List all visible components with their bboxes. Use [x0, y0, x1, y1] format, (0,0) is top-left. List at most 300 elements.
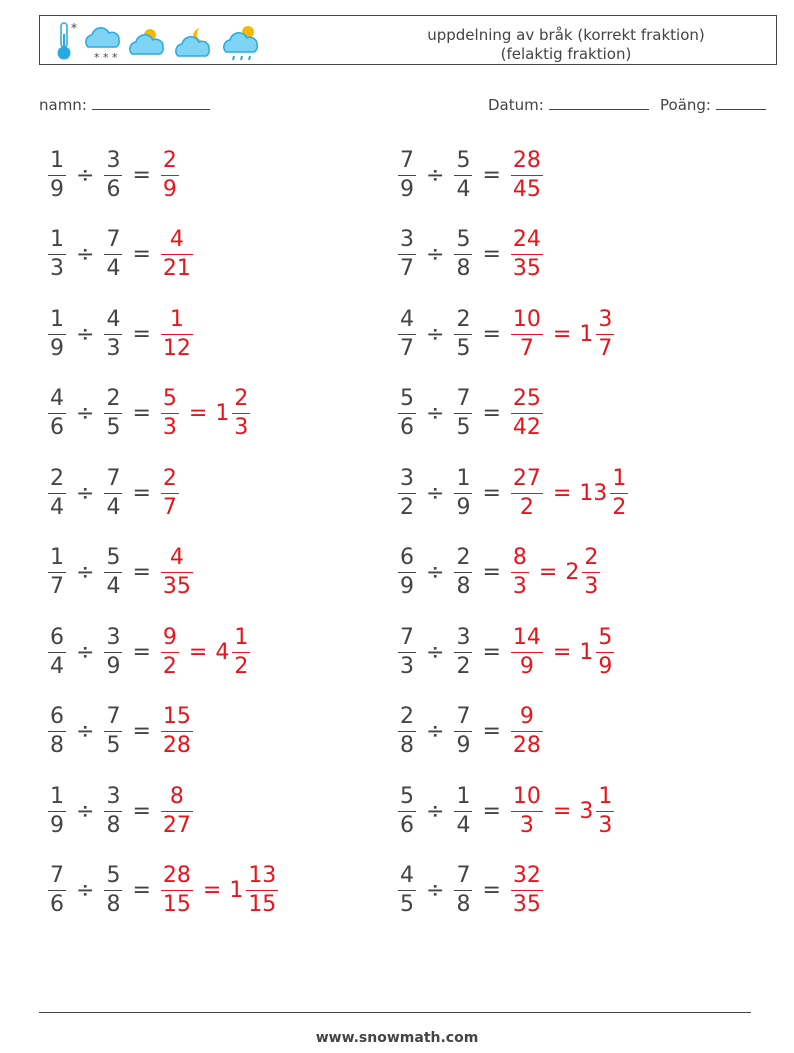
equals-sign: =: [552, 639, 572, 665]
equals-sign: =: [482, 639, 501, 665]
dividend-fraction: [48, 147, 66, 204]
denominator: 4: [456, 812, 471, 838]
answer: [509, 147, 545, 204]
divisor-fraction: [454, 306, 472, 363]
denominator: 2: [519, 494, 534, 520]
numerator: 25: [512, 386, 541, 411]
mixed-whole: 4: [215, 639, 230, 665]
denominator: 42: [512, 415, 541, 440]
title-line-1: uppdelning av bråk (korrekt fraktion): [427, 26, 705, 44]
thermometer-icon: [58, 21, 77, 59]
equals-sign: =: [482, 480, 501, 506]
numerator: 5: [400, 386, 414, 411]
mixed-fraction: [246, 862, 278, 919]
denominator: 8: [50, 733, 64, 758]
divide-sign: ÷: [426, 639, 445, 665]
problem-row: [396, 776, 616, 846]
equals-sign: =: [552, 321, 572, 347]
numerator: 7: [400, 624, 414, 650]
answer-fraction: [161, 544, 193, 601]
problem-row: [46, 140, 181, 210]
problem-row: [46, 299, 195, 369]
divisor-fraction: [104, 385, 122, 442]
denominator: 4: [50, 653, 64, 679]
divisor-fraction: [104, 226, 122, 283]
denominator: 35: [162, 574, 191, 599]
equals-sign: =: [482, 719, 501, 744]
dividend-fraction: [398, 465, 416, 522]
equals-sign: =: [552, 798, 572, 824]
denominator: 5: [456, 335, 471, 361]
dividend-fraction: [398, 624, 416, 681]
answer-fraction: [161, 624, 179, 681]
answer-fraction: [161, 783, 193, 840]
divide-sign: ÷: [426, 560, 445, 585]
problem-row: [46, 617, 252, 687]
dividend-fraction: [48, 385, 66, 442]
worksheet-title: [396, 26, 736, 64]
denominator: 3: [519, 812, 534, 838]
denominator: 6: [50, 415, 64, 440]
dividend-fraction: [48, 465, 66, 522]
equals-sign: =: [132, 719, 151, 744]
numerator: 28: [162, 863, 191, 888]
numerator: 4: [50, 386, 64, 411]
numerator: 13: [248, 863, 277, 888]
equals-sign: =: [132, 162, 151, 188]
problem-row: [46, 697, 195, 767]
svg-text:* * *: * * *: [94, 51, 118, 62]
equals-sign: =: [482, 401, 501, 426]
equals-sign: =: [132, 878, 151, 903]
answer: [159, 147, 181, 204]
mixed-fraction: [596, 624, 614, 681]
numerator: 27: [512, 465, 541, 491]
numerator: 3: [400, 465, 414, 491]
answer-fraction: [511, 783, 543, 840]
numerator: 2: [106, 386, 121, 411]
answer: [509, 862, 545, 919]
dividend-fraction: [398, 703, 416, 760]
footer-divider: [39, 1012, 751, 1013]
answer-fraction: [161, 226, 193, 283]
denominator: 45: [512, 176, 541, 202]
numerator: 5: [456, 227, 471, 252]
divide-sign: ÷: [76, 321, 95, 347]
numerator: 8: [169, 783, 184, 809]
dividend-fraction: [48, 703, 66, 760]
divisor-fraction: [454, 624, 472, 681]
night-cloud-icon: [176, 28, 209, 56]
problem-row: [396, 299, 616, 369]
numerator: 10: [512, 783, 541, 809]
numerator: 3: [456, 624, 471, 650]
score-field: [660, 95, 766, 114]
numerator: 2: [234, 386, 249, 411]
divisor-fraction: [454, 703, 472, 760]
divisor-fraction: [104, 147, 122, 204]
numerator: 1: [612, 465, 627, 491]
numerator: 9: [162, 624, 177, 650]
numerator: 5: [400, 783, 414, 809]
divide-sign: ÷: [76, 480, 95, 506]
date-field: [488, 95, 649, 114]
denominator: 7: [400, 335, 414, 361]
dividend-fraction: [398, 226, 416, 283]
numerator: 1: [598, 783, 613, 809]
answer-fraction: [511, 544, 529, 601]
denominator: 6: [400, 812, 414, 838]
numerator: 10: [512, 306, 541, 332]
dividend-fraction: [48, 862, 66, 919]
denominator: 9: [162, 176, 177, 202]
divide-sign: ÷: [426, 321, 445, 347]
numerator: 5: [456, 147, 471, 173]
numerator: 1: [456, 783, 471, 809]
divide-sign: ÷: [76, 401, 95, 426]
denominator: 2: [234, 653, 249, 679]
name-field: [39, 95, 210, 114]
divide-sign: ÷: [76, 798, 95, 824]
denominator: 4: [106, 494, 121, 520]
numerator: 5: [162, 386, 177, 411]
numerator: 28: [512, 147, 541, 173]
numerator: 7: [106, 704, 121, 729]
dividend-fraction: [398, 147, 416, 204]
numerator: 4: [169, 545, 184, 570]
denominator: 35: [512, 256, 541, 281]
denominator: 2: [456, 653, 471, 679]
divide-sign: ÷: [426, 480, 445, 506]
answer-fraction: [161, 147, 179, 204]
equals-sign: =: [552, 480, 572, 506]
answer-fraction: [161, 703, 193, 760]
divisor-fraction: [454, 226, 472, 283]
numerator: 1: [50, 545, 64, 570]
equals-sign: =: [202, 878, 222, 903]
numerator: 1: [169, 306, 184, 332]
divide-sign: ÷: [426, 162, 445, 188]
numerator: 5: [106, 863, 121, 888]
numerator: 3: [400, 227, 414, 252]
score-blank[interactable]: [716, 95, 766, 110]
numerator: 7: [456, 863, 471, 888]
mixed-whole: 1: [579, 321, 594, 347]
denominator: 7: [598, 335, 613, 361]
problem-row: [396, 617, 616, 687]
answer-fraction: [161, 465, 179, 522]
denominator: 28: [162, 733, 191, 758]
equals-sign: =: [188, 401, 208, 426]
divide-sign: ÷: [426, 719, 445, 744]
answer-fraction: [511, 862, 543, 919]
equals-sign: =: [132, 798, 151, 824]
divisor-fraction: [454, 385, 472, 442]
divisor-fraction: [104, 862, 122, 919]
numerator: 4: [400, 863, 414, 888]
divide-sign: ÷: [76, 639, 95, 665]
denominator: 3: [598, 812, 613, 838]
denominator: 4: [106, 574, 121, 599]
answer: [159, 226, 195, 283]
numerator: 3: [598, 306, 613, 332]
mixed-fraction: [596, 783, 614, 840]
numerator: 1: [50, 227, 64, 252]
problem-row: [396, 538, 602, 608]
denominator: 2: [612, 494, 627, 520]
equals-sign: =: [132, 480, 151, 506]
denominator: 5: [106, 415, 121, 440]
numerator: 9: [519, 704, 534, 729]
date-label: Datum:: [488, 96, 544, 114]
name-label: namn:: [39, 96, 87, 114]
denominator: 7: [162, 494, 177, 520]
numerator: 6: [400, 545, 414, 570]
denominator: 9: [50, 812, 64, 838]
answer-fraction: [161, 306, 193, 363]
answer: [509, 465, 630, 522]
denominator: 3: [512, 574, 527, 599]
denominator: 35: [512, 892, 541, 917]
denominator: 9: [456, 733, 471, 758]
dividend-fraction: [398, 385, 416, 442]
numerator: 2: [456, 306, 471, 332]
partly-sunny-icon: [130, 29, 163, 54]
numerator: 1: [50, 147, 64, 173]
dividend-fraction: [48, 783, 66, 840]
mixed-fraction: [232, 385, 250, 442]
numerator: 7: [50, 863, 64, 888]
answer: [509, 703, 545, 760]
problem-row: [46, 379, 252, 449]
mixed-fraction: [610, 465, 628, 522]
numerator: 6: [50, 704, 64, 729]
dividend-fraction: [48, 226, 66, 283]
numerator: 32: [512, 863, 541, 888]
divisor-fraction: [104, 783, 122, 840]
divide-sign: ÷: [426, 242, 445, 267]
mixed-whole: 2: [565, 560, 580, 585]
denominator: 5: [456, 415, 471, 440]
numerator: 2: [50, 465, 64, 491]
problem-row: [396, 379, 545, 449]
dividend-fraction: [398, 544, 416, 601]
answer: [509, 624, 616, 681]
denominator: 9: [400, 176, 414, 202]
problem-row: [46, 538, 195, 608]
answer: [159, 544, 195, 601]
answer-fraction: [511, 624, 543, 681]
mixed-fraction: [582, 544, 600, 601]
numerator: 2: [584, 545, 599, 570]
svg-text:*: *: [71, 21, 77, 35]
answer-fraction: [161, 862, 193, 919]
denominator: 15: [162, 892, 191, 917]
title-line-2: (felaktig fraktion): [500, 45, 632, 63]
denominator: 3: [106, 335, 121, 361]
problem-row: [46, 776, 195, 846]
denominator: 8: [400, 733, 414, 758]
divisor-fraction: [104, 465, 122, 522]
denominator: 3: [400, 653, 414, 679]
equals-sign: =: [482, 560, 501, 585]
numerator: 24: [512, 227, 541, 252]
answer: [509, 783, 616, 840]
divisor-fraction: [104, 544, 122, 601]
numerator: 6: [50, 624, 64, 650]
mixed-whole: 1: [579, 639, 594, 665]
divide-sign: ÷: [76, 162, 95, 188]
divisor-fraction: [454, 147, 472, 204]
equals-sign: =: [132, 321, 151, 347]
equals-sign: =: [538, 560, 558, 585]
denominator: 5: [106, 733, 121, 758]
mixed-whole: 1: [215, 401, 230, 426]
denominator: 8: [456, 256, 471, 281]
denominator: 4: [456, 176, 471, 202]
denominator: 2: [400, 494, 414, 520]
problem-row: [396, 140, 545, 210]
numerator: 15: [162, 704, 191, 729]
numerator: 4: [169, 227, 184, 252]
divide-sign: ÷: [426, 401, 445, 426]
divide-sign: ÷: [426, 798, 445, 824]
divisor-fraction: [104, 703, 122, 760]
denominator: 9: [50, 176, 64, 202]
answer: [509, 306, 616, 363]
rain-sun-icon: [224, 26, 257, 60]
denominator: 9: [456, 494, 471, 520]
numerator: 3: [106, 783, 121, 809]
mixed-whole: 1: [229, 878, 244, 903]
dividend-fraction: [398, 306, 416, 363]
divisor-fraction: [454, 783, 472, 840]
problem-row: [396, 697, 545, 767]
denominator: 3: [584, 574, 599, 599]
divisor-fraction: [454, 862, 472, 919]
numerator: 1: [456, 465, 471, 491]
name-blank[interactable]: [92, 95, 210, 110]
mixed-fraction: [596, 306, 614, 363]
divisor-fraction: [104, 306, 122, 363]
numerator: 2: [162, 147, 177, 173]
answer-fraction: [511, 147, 543, 204]
denominator: 21: [162, 256, 191, 281]
denominator: 6: [106, 176, 121, 202]
denominator: 7: [519, 335, 534, 361]
denominator: 2: [162, 653, 177, 679]
denominator: 9: [106, 653, 121, 679]
divisor-fraction: [454, 544, 472, 601]
numerator: 2: [456, 545, 471, 570]
problem-row: [46, 856, 280, 926]
numerator: 14: [512, 624, 541, 650]
answer: [159, 624, 252, 681]
equals-sign: =: [482, 878, 501, 903]
numerator: 3: [106, 147, 121, 173]
denominator: 7: [50, 574, 64, 599]
denominator: 9: [598, 653, 613, 679]
problem-row: [396, 458, 630, 528]
answer: [159, 465, 181, 522]
answer: [509, 385, 545, 442]
answer-fraction: [511, 385, 543, 442]
answer-fraction: [511, 306, 543, 363]
equals-sign: =: [132, 560, 151, 585]
divisor-fraction: [104, 624, 122, 681]
equals-sign: =: [132, 242, 151, 267]
date-blank[interactable]: [549, 95, 649, 110]
snow-cloud-icon: [86, 28, 119, 62]
denominator: 28: [512, 733, 541, 758]
divide-sign: ÷: [76, 560, 95, 585]
denominator: 9: [400, 574, 414, 599]
problem-row: [46, 220, 195, 290]
numerator: 4: [400, 306, 414, 332]
denominator: 12: [162, 335, 191, 361]
problem-row: [46, 458, 181, 528]
dividend-fraction: [398, 783, 416, 840]
answer: [159, 783, 195, 840]
denominator: 8: [456, 574, 471, 599]
numerator: 2: [400, 704, 414, 729]
numerator: 7: [106, 227, 121, 252]
answer-fraction: [161, 385, 179, 442]
numerator: 5: [106, 545, 121, 570]
equals-sign: =: [188, 639, 208, 665]
divide-sign: ÷: [76, 242, 95, 267]
numerator: 1: [234, 624, 249, 650]
dividend-fraction: [48, 306, 66, 363]
divide-sign: ÷: [76, 878, 95, 903]
numerator: 7: [456, 386, 471, 411]
answer: [159, 306, 195, 363]
problem-row: [396, 856, 545, 926]
numerator: 1: [50, 306, 64, 332]
denominator: 3: [162, 415, 177, 440]
score-label: Poäng:: [660, 96, 711, 114]
answer: [509, 226, 545, 283]
numerator: 8: [512, 545, 527, 570]
numerator: 4: [106, 306, 121, 332]
divisor-fraction: [454, 465, 472, 522]
denominator: 9: [50, 335, 64, 361]
denominator: 6: [50, 892, 64, 917]
equals-sign: =: [482, 798, 501, 824]
mixed-whole: 13: [579, 480, 608, 506]
denominator: 4: [50, 494, 64, 520]
answer: [159, 703, 195, 760]
answer-fraction: [511, 465, 543, 522]
answer: [509, 544, 602, 601]
numerator: 1: [50, 783, 64, 809]
mixed-whole: 3: [579, 798, 594, 824]
weather-icons: [48, 20, 278, 62]
denominator: 8: [456, 892, 471, 917]
equals-sign: =: [132, 639, 151, 665]
denominator: 6: [400, 415, 414, 440]
numerator: 5: [598, 624, 613, 650]
numerator: 7: [456, 704, 471, 729]
divide-sign: ÷: [76, 719, 95, 744]
denominator: 27: [162, 812, 191, 838]
answer-fraction: [511, 226, 543, 283]
header-box: [39, 15, 777, 65]
denominator: 3: [50, 256, 64, 281]
denominator: 8: [106, 812, 121, 838]
numerator: 7: [106, 465, 121, 491]
numerator: 2: [162, 465, 177, 491]
